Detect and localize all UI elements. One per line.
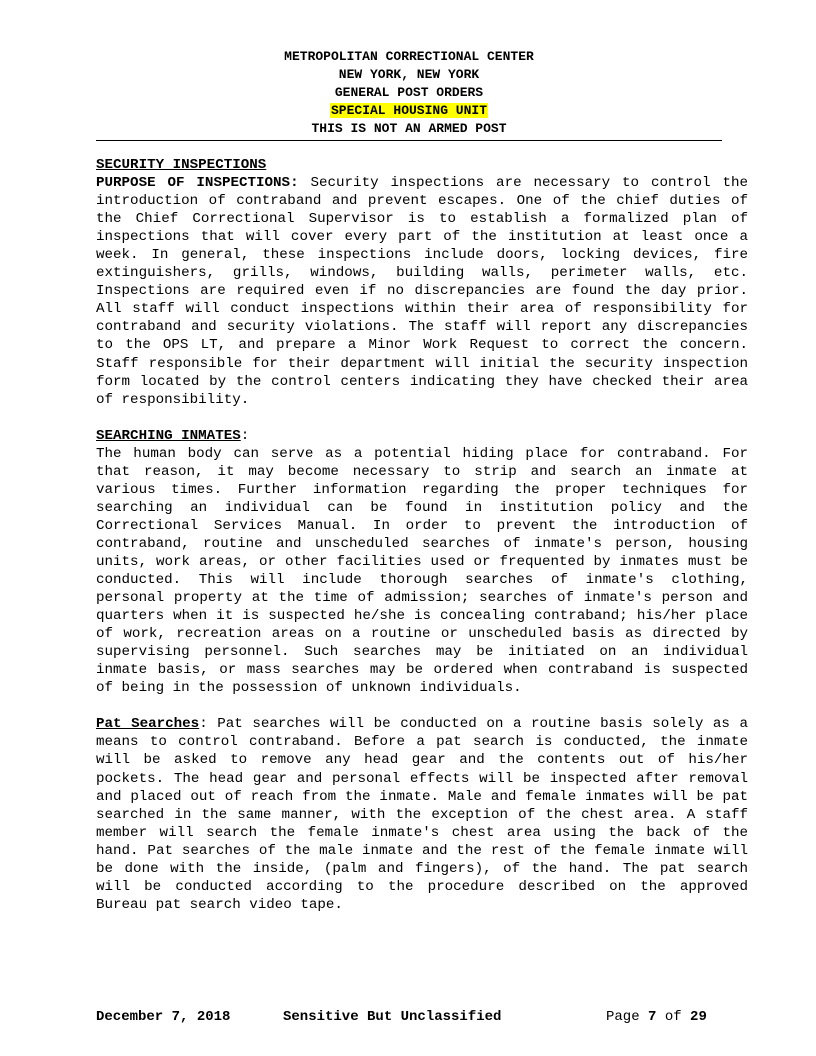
searching-inmates-text: The human body can serve as a potential hiding place for contraband. For that reason, it may become necessary to strip and search an inmate at various times. Further information regarding the proper techniques for searching an individual can be found in institution policy and the Correctional Services Manual. In order to prevent the introduction of contraband, routine and unscheduled searches of inmate's person, housing units, work areas, or other facilities used or frequented by inmates must be conducted. This will include thorough searches of inmate's clothing, personal property at the time of admission; searches of inmate's person and quarters when it is suspected he/she is concealing contraband; his/her place of work, recreation areas on a routine or unscheduled basis as directed by supervising personnel. Such searches may be initiated on an individual inmate basis, or mass searches may be ordered when contraband is suspected of being in the possession of unknown individuals.	[96, 445, 748, 697]
footer-classification: Sensitive But Unclassified	[283, 1009, 502, 1025]
security-inspections-heading: SECURITY INSPECTIONS	[96, 157, 267, 173]
searching-inmates-heading: SEARCHING INMATES	[96, 427, 241, 444]
header-orders: GENERAL POST ORDERS	[334, 85, 484, 100]
header-unit-highlighted: SPECIAL HOUSING UNIT	[330, 103, 488, 118]
header-location: NEW YORK, NEW YORK	[338, 67, 480, 82]
footer-page-current: 7	[648, 1009, 657, 1025]
footer-date: December 7, 2018	[96, 1009, 231, 1025]
pat-searches-heading: Pat Searches	[96, 716, 200, 733]
purpose-label: PURPOSE OF INSPECTIONS:	[96, 175, 299, 192]
pat-searches-text: Pat searches will be conducted on a routine basis solely as a means to control contraband. Before a pat search is conducted, the inmate will be asked to remove any head gear and the contents out of his/her pockets. The head gear and personal effects will be inspected after removal and placed out of reach from the inmate. Male and female inmates will be pat searched in the same manner, with the exception of the chest area. A staff member will search the female inmate's chest area using the back of the hand. Pat searches of the male inmate and the rest of the female inmate will be done with the inside, (palm and fingers), of the hand. The pat search will be conducted according to the procedure described on the approved Bureau pat search video tape.	[96, 716, 748, 913]
header-institution: METROPOLITAN CORRECTIONAL CENTER	[284, 49, 534, 64]
footer-of-word: of	[664, 1009, 682, 1025]
pat-searches-section	[96, 715, 748, 914]
footer-page-total: 29	[690, 1009, 707, 1025]
document-header	[96, 48, 722, 138]
security-inspections-text: Security inspections are necessary to control the introduction of contraband and prevent escapes. One of the chief duties of the Chief Correctional Supervisor is to establish a formalized plan of inspections that will cover every part of the institution at least once a week. In general, these inspections include doors, locking devices, fire extinguishers, grills, windows, building walls, perimeter walls, etc. Inspections are required even if no discrepancies are found the day prior. All staff will conduct inspections within their area of responsibility for contraband and security violations. The staff will report any discrepancies to the OPS LT, and prepare a Minor Work Request to correct the concern. Staff responsible for their department will initial the security inspection form located by the control centers indicating they have checked their area of responsibility.	[96, 175, 748, 408]
document-body	[96, 156, 748, 932]
footer-page-word: Page	[606, 1009, 640, 1025]
header-armed-status: THIS IS NOT AN ARMED POST	[311, 121, 507, 136]
security-inspections-section	[96, 156, 748, 409]
header-divider	[96, 140, 722, 141]
pat-searches-colon: :	[199, 716, 208, 733]
searching-inmates-section	[96, 427, 748, 698]
footer-page-number	[606, 1008, 707, 1026]
searching-inmates-colon: :	[240, 427, 250, 444]
